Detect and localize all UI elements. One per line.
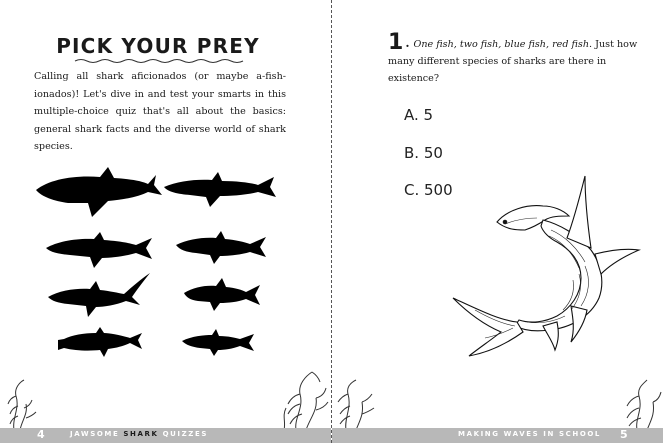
shark-silhouette-1 (36, 167, 162, 217)
seaweed-bottom-left-illustration (334, 378, 379, 430)
left-page (0, 0, 331, 443)
page-title: PICK YOUR PREY (35, 34, 281, 58)
left-footer-bar (0, 428, 331, 443)
answer-option-a: A. 5 (404, 106, 434, 124)
shark-silhouette-3 (46, 232, 152, 268)
seaweed-left-illustration (6, 378, 46, 430)
right-page-number: 5 (620, 428, 628, 441)
shark-silhouette-5 (48, 273, 150, 317)
question-number: 1 (388, 30, 403, 55)
intro-paragraph: Calling all shark aficionados (or maybe a-fish-ionados)! Let's dive in and test your smarts in this multiple-choice quiz that's all about the basics: general shark facts and the diverse world of shark species. (34, 71, 286, 152)
answer-option-c: C. 500 (404, 181, 453, 199)
left-footer-title: JAWSOME SHARK QUIZZES (70, 430, 208, 438)
left-page-number: 4 (37, 428, 45, 441)
shark-silhouettes (30, 165, 290, 365)
answer-option-b: B. 50 (404, 144, 443, 162)
shark-silhouette-4 (176, 231, 266, 264)
shark-silhouette-2 (164, 172, 276, 207)
shark-silhouette-7 (58, 327, 142, 357)
question-text: Just how many different species of sharks are there in existence? (388, 39, 638, 84)
seaweed-right-illustration (276, 368, 331, 430)
shark-silhouette-6 (184, 278, 260, 311)
seaweed-bottom-right-illustration (617, 378, 663, 430)
right-footer-bar (332, 428, 663, 443)
title-block (35, 30, 281, 66)
hammerhead-shark-illustration (445, 170, 645, 360)
shark-silhouette-8 (182, 329, 254, 356)
question-italic-lead: One fish, two fish, blue fish, red fish. (413, 39, 593, 50)
question-1: 1 . One fish, two fish, blue fish, red fish. Just how many different species of sharks are there in existence? (388, 30, 638, 84)
right-footer-title: MAKING WAVES IN SCHOOL (458, 430, 601, 438)
footer-accent-word: SHARK (123, 430, 159, 438)
